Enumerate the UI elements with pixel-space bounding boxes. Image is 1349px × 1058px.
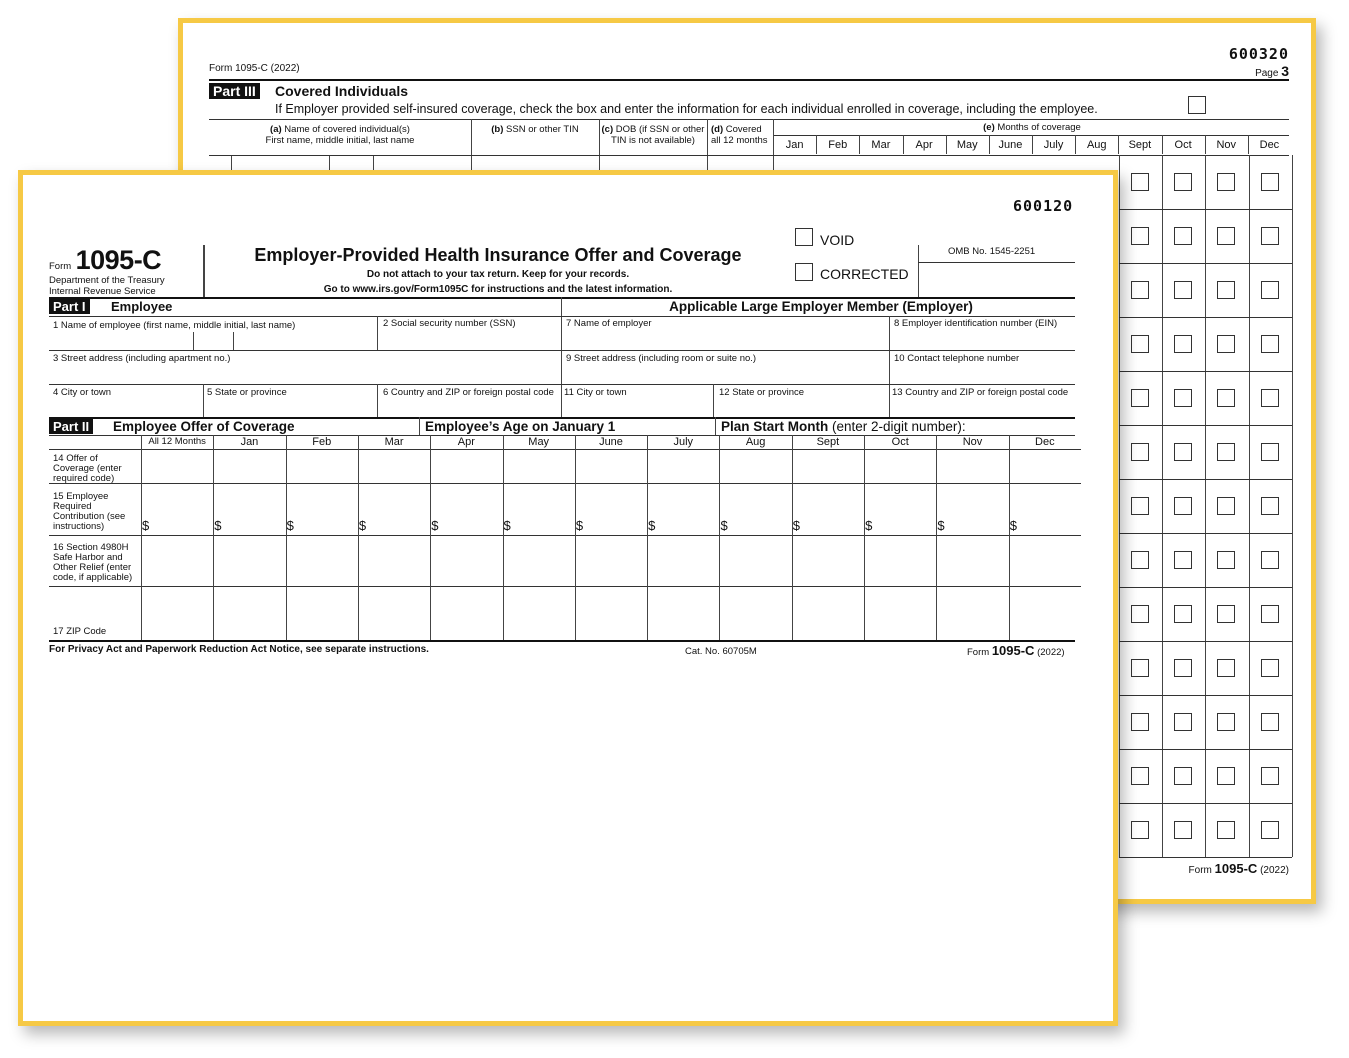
- row-17-aug-cell[interactable]: [720, 587, 790, 639]
- back-months-header: [773, 136, 1291, 154]
- coverage-month-checkbox[interactable]: [1174, 821, 1192, 839]
- dollar-sign: $: [648, 518, 656, 533]
- field-2-ssn[interactable]: 2 Social security number (SSN): [383, 318, 516, 329]
- coverage-month-checkbox[interactable]: [1261, 443, 1279, 461]
- coverage-month-checkbox[interactable]: [1261, 713, 1279, 731]
- month-header-june: June: [599, 436, 623, 448]
- field-9-employer-street[interactable]: 9 Street address (including room or suite no.): [566, 353, 757, 364]
- month-header-jan: Jan: [240, 436, 259, 448]
- corrected-label: CORRECTED: [820, 266, 909, 282]
- dollar-sign: $: [575, 518, 584, 533]
- coverage-month-checkbox[interactable]: [1217, 173, 1235, 191]
- row-16-sept-cell[interactable]: [793, 536, 863, 585]
- row-17-feb-cell[interactable]: [287, 587, 357, 639]
- coverage-month-checkbox[interactable]: [1261, 281, 1279, 299]
- month-header-dec: Dec: [1035, 436, 1055, 448]
- back-col-c-header: (c) DOB (if SSN or other TIN is not available): [601, 124, 705, 146]
- coverage-month-checkbox[interactable]: [1217, 551, 1235, 569]
- coverage-month-checkbox[interactable]: [1174, 713, 1192, 731]
- dollar-sign: $: [431, 518, 439, 533]
- employer-header: Applicable Large Employer Member (Employer): [669, 299, 973, 314]
- coverage-month-checkbox[interactable]: [1217, 389, 1235, 407]
- dollar-sign: $: [214, 518, 222, 533]
- row-17-sept-cell[interactable]: [793, 587, 863, 639]
- row-15-june-cell[interactable]: [576, 484, 646, 534]
- row-14-july-cell[interactable]: [648, 450, 718, 482]
- row-14-dec-cell[interactable]: [1010, 450, 1080, 482]
- row-16-aug-cell[interactable]: [720, 536, 790, 585]
- month-header-feb: Feb: [312, 436, 332, 448]
- coverage-month-checkbox[interactable]: [1261, 497, 1279, 515]
- form-subtitle: Do not attach to your tax return. Keep for your records.: [366, 269, 630, 280]
- row-14-label: 14 Offer of Coverage (enter required code): [53, 453, 122, 484]
- field-13-employer-country-zip[interactable]: 13 Country and ZIP or foreign postal code: [892, 387, 1069, 398]
- back-month-apr: Apr: [915, 139, 933, 151]
- coverage-month-checkbox[interactable]: [1174, 605, 1192, 623]
- row-15-oct-cell[interactable]: [865, 484, 935, 534]
- coverage-month-checkbox[interactable]: [1131, 605, 1149, 623]
- month-header-all-12-months: All 12 Months: [148, 436, 206, 447]
- field-1-employee-name[interactable]: 1 Name of employee (first name, middle initial, last name): [53, 320, 296, 331]
- coverage-month-checkbox[interactable]: [1261, 551, 1279, 569]
- row-17-june-cell[interactable]: [576, 587, 646, 639]
- row-16-oct-cell[interactable]: [865, 536, 935, 585]
- back-instruction: If Employer provided self-insured coverage, check the box and enter the information for each individual enrolled in coverage, including the employee.: [275, 102, 1098, 116]
- coverage-month-checkbox[interactable]: [1217, 281, 1235, 299]
- coverage-month-checkbox[interactable]: [1174, 227, 1192, 245]
- row-15-may-cell[interactable]: [504, 484, 574, 534]
- row-17-all-12-months-cell[interactable]: [142, 587, 212, 639]
- privacy-notice: For Privacy Act and Paperwork Reduction Act Notice, see separate instructions.: [49, 644, 429, 655]
- row-16-label: 16 Section 4980H Safe Harbor and Other Relief (enter code, if applicable): [53, 542, 133, 583]
- offer-of-coverage-grid: [49, 435, 1081, 640]
- dollar-sign: $: [792, 518, 800, 533]
- row-17-oct-cell[interactable]: [865, 587, 935, 639]
- coverage-month-checkbox[interactable]: [1131, 173, 1149, 191]
- row-15-nov-cell[interactable]: [937, 484, 1007, 534]
- row-17-jan-cell[interactable]: [214, 587, 284, 639]
- coverage-month-checkbox[interactable]: [1261, 335, 1279, 353]
- coverage-month-checkbox[interactable]: [1174, 443, 1192, 461]
- row-14-apr-cell[interactable]: [431, 450, 501, 482]
- month-header-mar: Mar: [384, 436, 404, 448]
- row-14-jan-cell[interactable]: [214, 450, 284, 482]
- coverage-month-checkbox[interactable]: [1261, 227, 1279, 245]
- part1-title: Employee: [111, 299, 173, 314]
- cat-number: Cat. No. 60705M: [685, 646, 757, 657]
- row-17-dec-cell[interactable]: [1010, 587, 1080, 639]
- back-month-feb: Feb: [828, 139, 848, 151]
- dollar-sign: $: [865, 518, 873, 533]
- back-part-tag: Part III: [209, 83, 260, 99]
- row-15-jan-cell[interactable]: [214, 484, 284, 534]
- field-4-city[interactable]: 4 City or town: [53, 387, 112, 398]
- row-15-all-12-months-cell[interactable]: [142, 484, 212, 534]
- back-month-june: June: [998, 139, 1023, 151]
- back-coverage-grid: [1119, 155, 1291, 857]
- month-header-july: July: [673, 436, 694, 448]
- field-3-street[interactable]: 3 Street address (including apartment no.): [53, 353, 231, 364]
- row-17-nov-cell[interactable]: [937, 587, 1007, 639]
- dollar-sign: $: [358, 518, 367, 533]
- coverage-month-checkbox[interactable]: [1131, 713, 1149, 731]
- back-footer: Form 1095-C (2022): [1188, 861, 1289, 876]
- front-footer: Form 1095-C (2022): [967, 643, 1065, 658]
- dollar-sign: $: [937, 518, 945, 533]
- row-16-all-12-months-cell[interactable]: [142, 536, 212, 585]
- dollar-sign: $: [286, 518, 294, 533]
- coverage-month-checkbox[interactable]: [1131, 443, 1149, 461]
- back-col-b-header: (b) SSN or other TIN: [491, 124, 579, 135]
- back-month-aug: Aug: [1086, 139, 1107, 151]
- coverage-month-checkbox[interactable]: [1174, 335, 1192, 353]
- row-16-nov-cell[interactable]: [937, 536, 1007, 585]
- back-page-number: Page 3: [1255, 63, 1289, 79]
- row-16-july-cell[interactable]: [648, 536, 718, 585]
- coverage-month-checkbox[interactable]: [1217, 497, 1235, 515]
- row-15-sept-cell[interactable]: [793, 484, 863, 534]
- void-label: VOID: [820, 232, 855, 248]
- agency-block: Department of the Treasury Internal Revenue Service: [49, 275, 165, 297]
- coverage-month-checkbox[interactable]: [1261, 659, 1279, 677]
- coverage-month-checkbox[interactable]: [1131, 767, 1149, 785]
- part2-tag: Part II: [49, 419, 93, 434]
- back-col-e-header: (e) Months of coverage: [983, 122, 1081, 133]
- row-15-label: 15 Employee Required Contribution (see instructions): [53, 491, 126, 532]
- field-7-employer-name[interactable]: 7 Name of employer: [566, 318, 652, 329]
- row-14-aug-cell[interactable]: [720, 450, 790, 482]
- coverage-month-checkbox[interactable]: [1174, 767, 1192, 785]
- coverage-month-checkbox[interactable]: [1131, 551, 1149, 569]
- row-17-july-cell[interactable]: [648, 587, 718, 639]
- back-month-may: May: [956, 139, 978, 151]
- coverage-month-checkbox[interactable]: [1174, 659, 1192, 677]
- coverage-month-checkbox[interactable]: [1261, 173, 1279, 191]
- coverage-month-checkbox[interactable]: [1131, 227, 1149, 245]
- row-16-jan-cell[interactable]: [214, 536, 284, 585]
- row-17-label: 17 ZIP Code: [53, 626, 107, 637]
- corrected-checkbox[interactable]: [795, 263, 813, 281]
- age-label[interactable]: Employee’s Age on January 1: [425, 419, 616, 434]
- part1-tag: Part I: [49, 299, 90, 314]
- self-insured-checkbox[interactable]: [1188, 96, 1206, 114]
- coverage-month-checkbox[interactable]: [1217, 767, 1235, 785]
- coverage-month-checkbox[interactable]: [1217, 605, 1235, 623]
- coverage-month-checkbox[interactable]: [1174, 173, 1192, 191]
- row-17-mar-cell[interactable]: [359, 587, 429, 639]
- row-16-apr-cell[interactable]: [431, 536, 501, 585]
- back-month-dec: Dec: [1259, 139, 1280, 151]
- field-11-employer-city[interactable]: 11 City or town: [564, 387, 627, 398]
- back-month-mar: Mar: [871, 139, 891, 151]
- row-16-dec-cell[interactable]: [1010, 536, 1080, 585]
- coverage-month-checkbox[interactable]: [1261, 767, 1279, 785]
- dollar-sign: $: [720, 518, 728, 533]
- coverage-month-checkbox[interactable]: [1217, 713, 1235, 731]
- coverage-month-checkbox[interactable]: [1174, 551, 1192, 569]
- coverage-month-checkbox[interactable]: [1217, 443, 1235, 461]
- coverage-month-checkbox[interactable]: [1217, 335, 1235, 353]
- row-14-june-cell[interactable]: [576, 450, 646, 482]
- row-15-feb-cell[interactable]: [287, 484, 357, 534]
- coverage-month-checkbox[interactable]: [1261, 821, 1279, 839]
- back-col-a-header: (a) Name of covered individual(s) First name, middle initial, last name: [265, 124, 415, 146]
- coverage-month-checkbox[interactable]: [1217, 659, 1235, 677]
- row-15-aug-cell[interactable]: [720, 484, 790, 534]
- form-id-block: Form 1095-C: [49, 245, 162, 275]
- field-5-state[interactable]: 5 State or province: [207, 387, 287, 398]
- row-16-feb-cell[interactable]: [287, 536, 357, 585]
- row-17-apr-cell[interactable]: [431, 587, 501, 639]
- coverage-month-checkbox[interactable]: [1174, 497, 1192, 515]
- front-form-sheet: [18, 170, 1118, 1026]
- field-12-employer-state[interactable]: 12 State or province: [719, 387, 805, 398]
- back-month-nov: Nov: [1216, 139, 1237, 151]
- row-14-feb-cell[interactable]: [287, 450, 357, 482]
- dollar-sign: $: [142, 518, 150, 533]
- part2-title: Employee Offer of Coverage: [113, 419, 295, 434]
- back-form-line: Form 1095-C (2022): [209, 63, 300, 74]
- row-16-mar-cell[interactable]: [359, 536, 429, 585]
- coverage-month-checkbox[interactable]: [1131, 659, 1149, 677]
- form-number: 1095-C: [75, 245, 162, 275]
- back-month-oct: Oct: [1174, 139, 1192, 151]
- row-15-apr-cell[interactable]: [431, 484, 501, 534]
- month-header-nov: Nov: [962, 436, 983, 448]
- coverage-month-checkbox[interactable]: [1174, 389, 1192, 407]
- dollar-sign: $: [503, 518, 511, 533]
- month-header-may: May: [528, 436, 550, 448]
- coverage-month-checkbox[interactable]: [1131, 335, 1149, 353]
- coverage-month-checkbox[interactable]: [1131, 821, 1149, 839]
- row-15-july-cell[interactable]: [648, 484, 718, 534]
- coverage-month-checkbox[interactable]: [1131, 281, 1149, 299]
- plan-start-month[interactable]: Plan Start Month (enter 2-digit number):: [721, 419, 966, 434]
- omb-number: OMB No. 1545-2251: [948, 246, 1036, 257]
- coverage-month-checkbox[interactable]: [1174, 281, 1192, 299]
- row-14-nov-cell[interactable]: [937, 450, 1007, 482]
- field-8-ein[interactable]: 8 Employer identification number (EIN): [894, 318, 1058, 329]
- row-14-may-cell[interactable]: [504, 450, 574, 482]
- month-header-apr: Apr: [457, 436, 475, 448]
- back-form-code: 600320: [1228, 45, 1289, 63]
- row-16-june-cell[interactable]: [576, 536, 646, 585]
- row-17-may-cell[interactable]: [504, 587, 574, 639]
- coverage-month-checkbox[interactable]: [1131, 497, 1149, 515]
- front-form-code: 600120: [1013, 197, 1074, 215]
- field-10-phone[interactable]: 10 Contact telephone number: [894, 353, 1020, 364]
- dollar-sign: $: [1009, 518, 1017, 533]
- row-14-oct-cell[interactable]: [865, 450, 935, 482]
- void-checkbox[interactable]: [795, 228, 813, 246]
- coverage-month-checkbox[interactable]: [1261, 605, 1279, 623]
- row-14-all-12-months-cell[interactable]: [142, 450, 212, 482]
- row-14-mar-cell[interactable]: [359, 450, 429, 482]
- coverage-month-checkbox[interactable]: [1217, 227, 1235, 245]
- coverage-month-checkbox[interactable]: [1261, 389, 1279, 407]
- coverage-month-checkbox[interactable]: [1131, 389, 1149, 407]
- coverage-month-checkbox[interactable]: [1217, 821, 1235, 839]
- back-month-jan: Jan: [785, 139, 804, 151]
- back-part-title: Covered Individuals: [275, 83, 409, 99]
- back-month-sept: Sept: [1128, 139, 1152, 151]
- row-15-mar-cell[interactable]: [359, 484, 429, 534]
- form-title: Employer-Provided Health Insurance Offer and Coverage: [254, 245, 742, 265]
- month-header-oct: Oct: [891, 436, 909, 448]
- back-month-july: July: [1043, 139, 1064, 151]
- form-goto: Go to www.irs.gov/Form1095C for instructions and the latest information.: [323, 284, 673, 295]
- month-header-aug: Aug: [745, 436, 766, 448]
- field-6-country-zip[interactable]: 6 Country and ZIP or foreign postal code: [383, 387, 554, 398]
- month-header-sept: Sept: [816, 436, 840, 448]
- row-14-sept-cell[interactable]: [793, 450, 863, 482]
- row-15-dec-cell[interactable]: [1010, 484, 1080, 534]
- row-16-may-cell[interactable]: [504, 536, 574, 585]
- back-col-d-header: (d) Covered all 12 months: [711, 124, 768, 146]
